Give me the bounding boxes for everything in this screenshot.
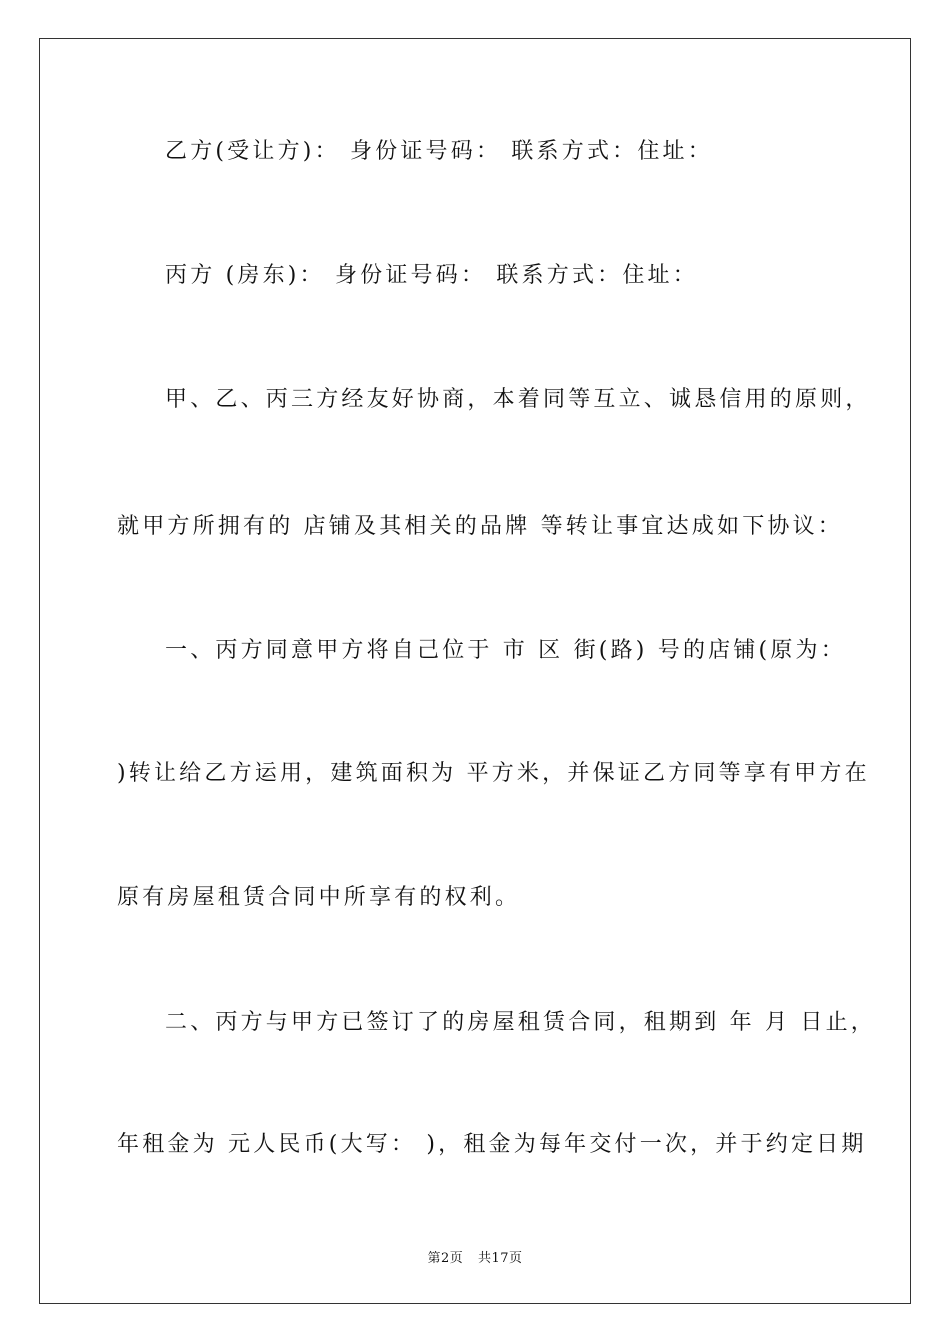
clause-1-line-3: 原有房屋租赁合同中所享有的权利。 [117,885,521,910]
page-footer [0,1247,950,1266]
page-number: 第2页 [427,1251,464,1266]
party-c-line: 丙方 (房东)： 身份证号码： 联系方式：住址： [165,263,698,288]
preamble-line-1: 甲、乙、丙三方经友好协商，本着同等互立、诚恳信用的原则， [165,387,871,412]
clause-1-line-2: )转让给乙方运用，建筑面积为 平方米，并保证乙方同等享有甲方在 [117,761,870,786]
clause-1-line-1: 一、丙方同意甲方将自己位于 市 区 街(路) 号的店铺(原为： [165,638,846,663]
clause-2-line-1: 二、丙方与甲方已签订了的房屋租赁合同，租期到 年 月 日止， [165,1010,876,1035]
preamble-line-2: 就甲方所拥有的 店铺及其相关的品牌 等转让事宜达成如下协议： [117,514,843,539]
page-border [39,38,911,1304]
party-b-line: 乙方(受让方)： 身份证号码： 联系方式：住址： [165,139,713,164]
clause-2-line-2: 年租金为 元人民币(大写： )，租金为每年交付一次，并于约定日期 [117,1132,867,1157]
page-total: 共17页 [477,1251,523,1266]
